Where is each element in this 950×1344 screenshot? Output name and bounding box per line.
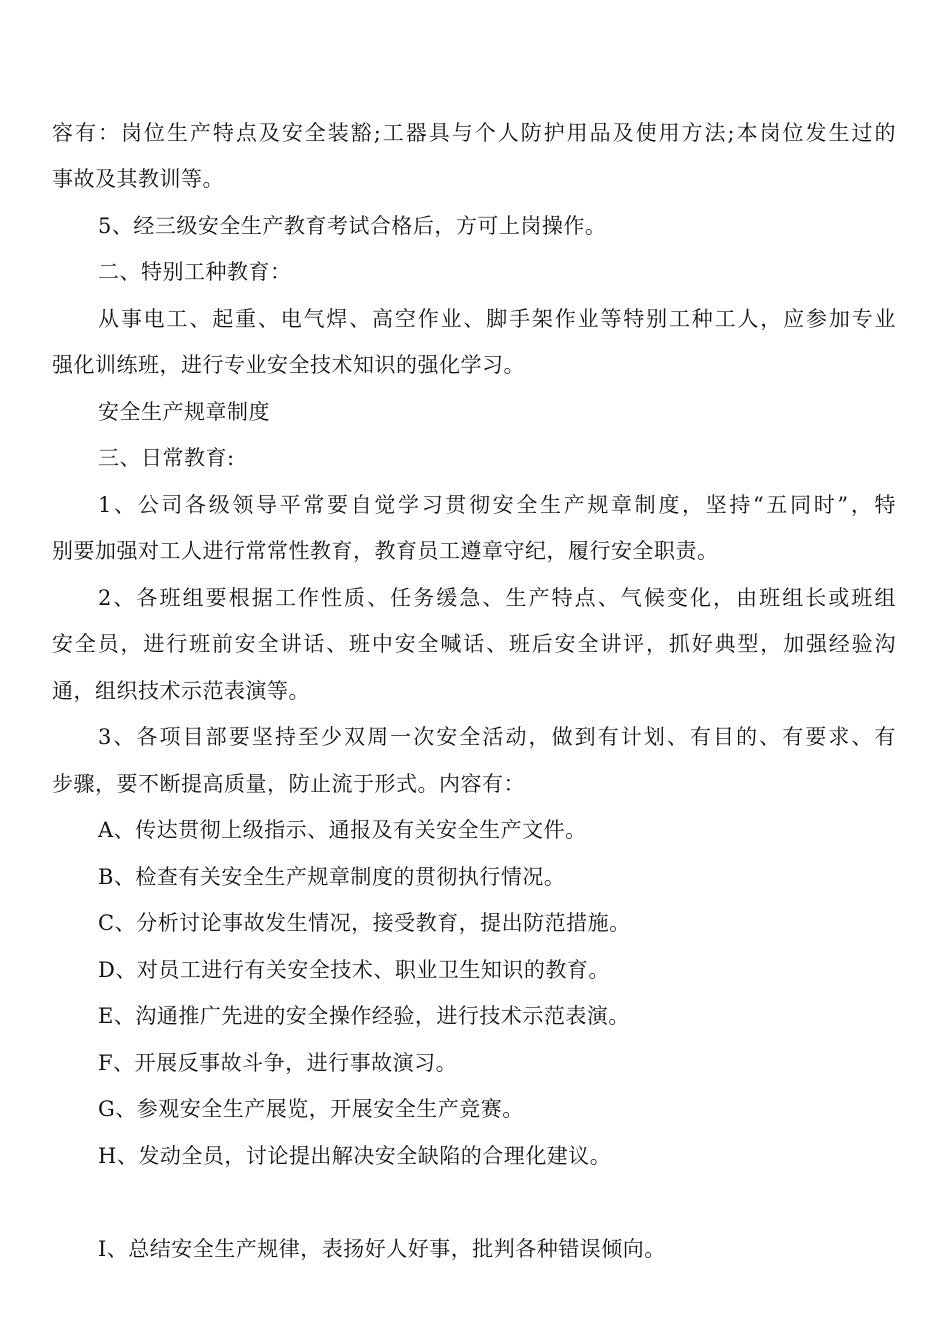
paragraph-line: 1、公司各级领导平常要自觉学习贯彻安全生产规章制度，坚持“五同时”，特 — [98, 493, 896, 517]
list-item: D、对员工进行有关安全技术、职业卫生知识的教育。 — [98, 958, 610, 982]
list-item: I、总结安全生产规律，表扬好人好事，批判各种错误倾向。 — [98, 1237, 666, 1261]
list-item: F、开展反事故斗争，进行事故演习。 — [98, 1051, 458, 1075]
section-heading: 安全生产规章制度 — [98, 400, 270, 424]
paragraph-line: 通，组织技术示范表演等。 — [52, 679, 310, 703]
list-item: A、传达贯彻上级指示、通报及有关安全生产文件。 — [98, 818, 587, 842]
list-item: E、沟通推广先进的安全操作经验，进行技术示范表演。 — [98, 1004, 630, 1028]
paragraph-line: 步骤，要不断提高质量，防止流于形式。内容有： — [52, 772, 525, 796]
list-item: H、发动全员，讨论提出解决安全缺陷的合理化建议。 — [98, 1144, 612, 1168]
paragraph-line: 3、各项目部要坚持至少双周一次安全活动，做到有计划、有目的、有要求、有 — [98, 725, 896, 749]
list-item: C、分析讨论事故发生情况，接受教育，提出防范措施。 — [98, 911, 631, 935]
paragraph-line: 从事电工、起重、电气焊、高空作业、脚手架作业等特别工种工人，应参加专业 — [98, 307, 896, 331]
paragraph-line: 容有：岗位生产特点及安全装豁;工器具与个人防护用品及使用方法;本岗位发生过的 — [52, 121, 896, 145]
list-item: B、检查有关安全生产规章制度的贯彻执行情况。 — [98, 865, 566, 889]
paragraph-line: 别要加强对工人进行常常性教育，教育员工遵章守纪，履行安全职责。 — [52, 539, 719, 563]
paragraph-line: 5、经三级安全生产教育考试合格后，方可上岗操作。 — [98, 214, 607, 238]
section-heading: 三、日常教育: — [98, 446, 235, 470]
paragraph-line: 强化训练班，进行专业安全技术知识的强化学习。 — [52, 353, 525, 377]
list-item: G、参观安全生产展览，开展安全生产竞赛。 — [98, 1097, 524, 1121]
paragraph-line: 安全员，进行班前安全讲话、班中安全喊话、班后安全讲评，抓好典型，加强经验沟 — [52, 632, 896, 656]
paragraph-line: 事故及其教训等。 — [52, 167, 224, 191]
paragraph-line: 2、各班组要根据工作性质、任务缓急、生产特点、气候变化，由班组长或班组 — [98, 586, 896, 610]
section-heading: 二、特别工种教育： — [98, 260, 292, 284]
